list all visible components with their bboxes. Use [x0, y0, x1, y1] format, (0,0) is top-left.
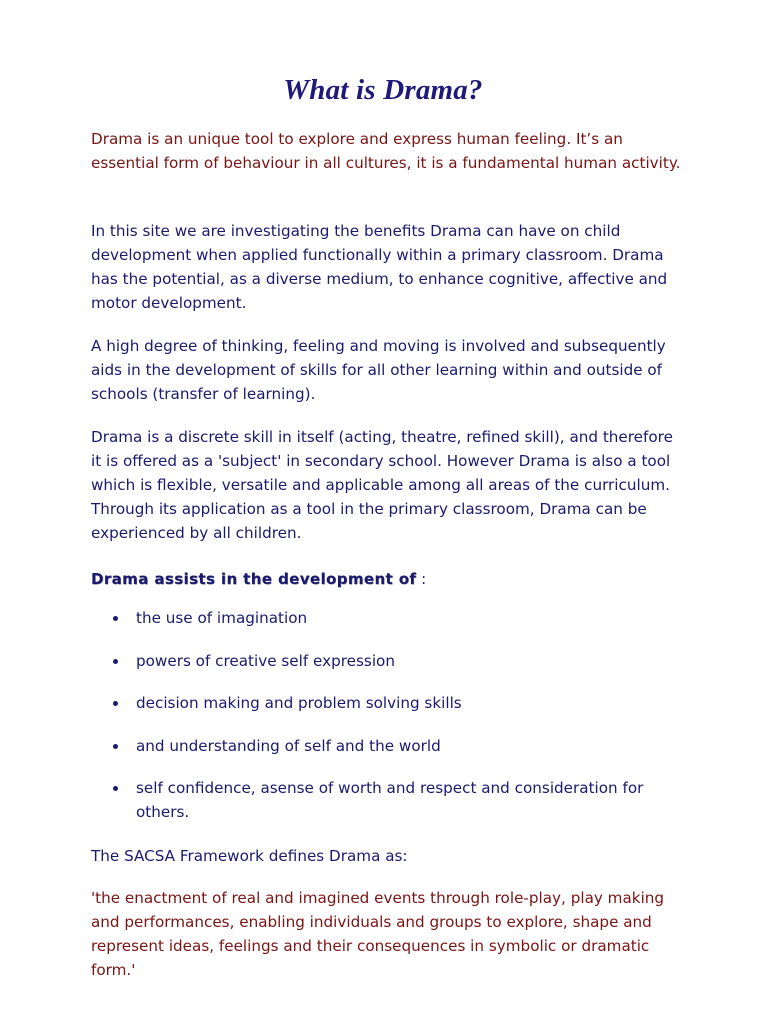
- list-item: [91, 606, 307, 630]
- page-title: What is Drama?: [283, 74, 483, 106]
- site-purpose-paragraph: In this site we are investigating the benefits Drama can have on child development when applied functionally within a primary classroom. Drama has the potential, as a diverse medium, to enhance cognitive, affective and motor development.: [91, 222, 668, 312]
- bullet-icon: [113, 786, 118, 791]
- list-item: [91, 649, 395, 673]
- learning-transfer-paragraph: A high degree of thinking, feeling and moving is involved and subsequently aids in the development of skills for all other learning within and outside of schools (transfer of learning).: [91, 337, 666, 403]
- bullet-icon: [113, 659, 118, 664]
- list-item-text: and understanding of self and the world: [136, 737, 441, 755]
- list-item-text: decision making and problem solving skills: [136, 694, 462, 712]
- list-item-text: the use of imagination: [136, 609, 308, 627]
- intro-paragraph: Drama is an unique tool to explore and express human feeling. It’s an essential form of behaviour in all cultures, it is a fundamental human activity.: [91, 130, 681, 172]
- list-item: [91, 691, 462, 715]
- sacsa-definition-quote: 'the enactment of real and imagined events through role-play, play making and performances, enabling individuals and groups to explore, shape and represent ideas, feelings and their consequences in symbolic or dramatic form.': [91, 889, 665, 979]
- assists-heading-colon: :: [416, 570, 427, 588]
- assists-heading: [91, 567, 426, 591]
- bullet-icon: [113, 616, 118, 621]
- list-item: [91, 776, 681, 824]
- list-item-text: powers of creative self expression: [136, 652, 395, 670]
- sacsa-intro: The SACSA Framework defines Drama as:: [91, 847, 408, 865]
- list-item-text: self confidence, asense of worth and respect and consideration for others.: [136, 779, 644, 821]
- discrete-skill-paragraph: Drama is a discrete skill in itself (acting, theatre, refined skill), and therefore it is offered as a 'subject' in secondary school. However Drama is also a tool which is flexible, versatile and applicable among all areas of the curriculum. Through its application as a tool in the primary classroom, Drama can be experienced by all children.: [91, 428, 673, 542]
- bullet-icon: [113, 701, 118, 706]
- assists-heading-text: Drama assists in the development of: [91, 570, 417, 588]
- list-item: [91, 734, 441, 758]
- bullet-icon: [113, 744, 118, 749]
